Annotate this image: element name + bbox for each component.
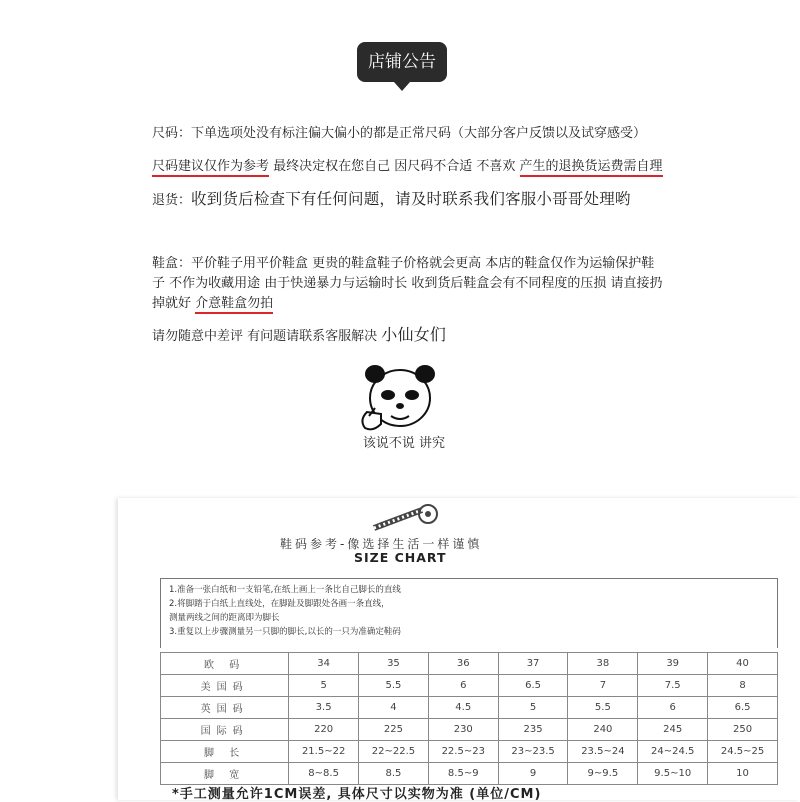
size-cell: 4.5 — [428, 697, 498, 719]
box-line-2 — [152, 272, 663, 291]
size-table — [160, 652, 778, 785]
size-cell: 245 — [638, 719, 708, 741]
size-cell: 8~8.5 — [289, 763, 359, 785]
size-cell: 40 — [708, 653, 778, 675]
size-cell: 22.5~23 — [428, 741, 498, 763]
size-label: 尺码： — [152, 126, 192, 141]
size-cell: 23.5~24 — [568, 741, 638, 763]
size-table-row — [161, 741, 778, 763]
box-text-3: 掉就好 — [152, 296, 196, 311]
size-cell: 9~9.5 — [568, 763, 638, 785]
measurement-footnote: *手工测量允许1CM误差, 具体尺寸以实物为准 (单位/CM) — [172, 787, 542, 802]
size-row-label: 英国码 — [161, 697, 289, 719]
size-advice-line — [152, 155, 663, 174]
size-cell: 6 — [428, 675, 498, 697]
size-cell: 5 — [289, 675, 359, 697]
review-text: 请勿随意中差评 有问题请联系客服解决 — [152, 329, 382, 344]
return-label: 退货： — [152, 193, 192, 208]
size-cell: 230 — [428, 719, 498, 741]
instruction-step: 1.准备一张白纸和一支铅笔,在纸上画上一条比自己脚长的直线 — [169, 585, 401, 595]
size-cell: 23~23.5 — [498, 741, 568, 763]
size-cell: 5.5 — [359, 675, 429, 697]
size-cell: 240 — [568, 719, 638, 741]
notice-title-badge: 店铺公告 — [357, 42, 447, 82]
size-cell: 35 — [359, 653, 429, 675]
size-cell: 250 — [708, 719, 778, 741]
size-row-label: 国际码 — [161, 719, 289, 741]
size-cell: 5.5 — [568, 697, 638, 719]
size-chart-subtitle: SIZE CHART — [354, 550, 447, 565]
size-cell: 6.5 — [498, 675, 568, 697]
size-advice-mid: 最终决定权在您自己 因尺码不合适 不喜欢 — [269, 159, 520, 174]
size-table-row — [161, 675, 778, 697]
size-cell: 220 — [289, 719, 359, 741]
size-cell: 4 — [359, 697, 429, 719]
size-row-label: 欧 码 — [161, 653, 289, 675]
size-cell: 22~22.5 — [359, 741, 429, 763]
size-advice-underlined: 尺码建议仅作为参考 — [152, 159, 269, 177]
box-line-1 — [152, 252, 654, 271]
instruction-step: 测量两线之间的距离即为脚长 — [169, 613, 280, 623]
size-cell: 235 — [498, 719, 568, 741]
size-cell: 24.5~25 — [708, 741, 778, 763]
size-cell: 9.5~10 — [638, 763, 708, 785]
box-line-3 — [152, 292, 273, 311]
size-cell: 8.5~9 — [428, 763, 498, 785]
size-row-label: 美国码 — [161, 675, 289, 697]
box-text-1: 平价鞋子用平价鞋盒 更贵的鞋盒鞋子价格就会更高 本店的鞋盒仅作为运输保护鞋 — [191, 256, 655, 271]
size-row-label: 脚 宽 — [161, 763, 289, 785]
size-row-label: 脚 长 — [161, 741, 289, 763]
box-text-2: 子 不作为收藏用途 由于快递暴力与运输时长 收到货后鞋盒会有不同程度的压损 请直接扔 — [152, 276, 663, 291]
size-table-row — [161, 697, 778, 719]
size-cell: 8.5 — [359, 763, 429, 785]
review-line — [152, 322, 446, 345]
size-cell: 225 — [359, 719, 429, 741]
return-shipping-note: 产生的退换货运费需自理 — [520, 159, 663, 177]
size-cell: 6 — [638, 697, 708, 719]
box-underlined: 介意鞋盒勿拍 — [195, 296, 273, 314]
size-cell: 8 — [708, 675, 778, 697]
return-text: 收到货后检查下有任何问题，请及时联系我们客服小哥哥处理哟 — [191, 190, 631, 208]
size-cell: 21.5~22 — [289, 741, 359, 763]
box-label: 鞋盒： — [152, 256, 192, 271]
measuring-instructions — [160, 578, 778, 648]
size-cell: 9 — [498, 763, 568, 785]
measuring-tape-icon — [370, 502, 440, 534]
instruction-step: 3.重复以上步骤测量另一只脚的脚长,以长的一只为准确定鞋码 — [169, 627, 401, 637]
size-cell: 7 — [568, 675, 638, 697]
size-table-row — [161, 719, 778, 741]
review-sign: 小仙女们 — [381, 325, 447, 344]
instruction-step: 2.将脚踏于白纸上直线处，在脚趾及脚跟处各画一条直线， — [169, 599, 390, 609]
size-chart-title: 鞋码参考-像选择生活一样谨慎 — [280, 537, 483, 551]
size-cell: 36 — [428, 653, 498, 675]
size-note-line — [152, 122, 646, 141]
size-cell: 6.5 — [708, 697, 778, 719]
return-line — [152, 187, 631, 209]
size-table-row — [161, 653, 778, 675]
size-cell: 5 — [498, 697, 568, 719]
size-cell: 10 — [708, 763, 778, 785]
size-cell: 37 — [498, 653, 568, 675]
size-cell: 3.5 — [289, 697, 359, 719]
size-cell: 39 — [638, 653, 708, 675]
size-text: 下单选项处没有标注偏大偏小的都是正常尺码（大部分客户反馈以及试穿感受） — [191, 126, 647, 141]
size-table-row — [161, 763, 778, 785]
size-cell: 34 — [289, 653, 359, 675]
meme-caption: 该说不说 讲究 — [362, 436, 446, 451]
size-cell: 24~24.5 — [638, 741, 708, 763]
size-cell: 38 — [568, 653, 638, 675]
size-cell: 7.5 — [638, 675, 708, 697]
